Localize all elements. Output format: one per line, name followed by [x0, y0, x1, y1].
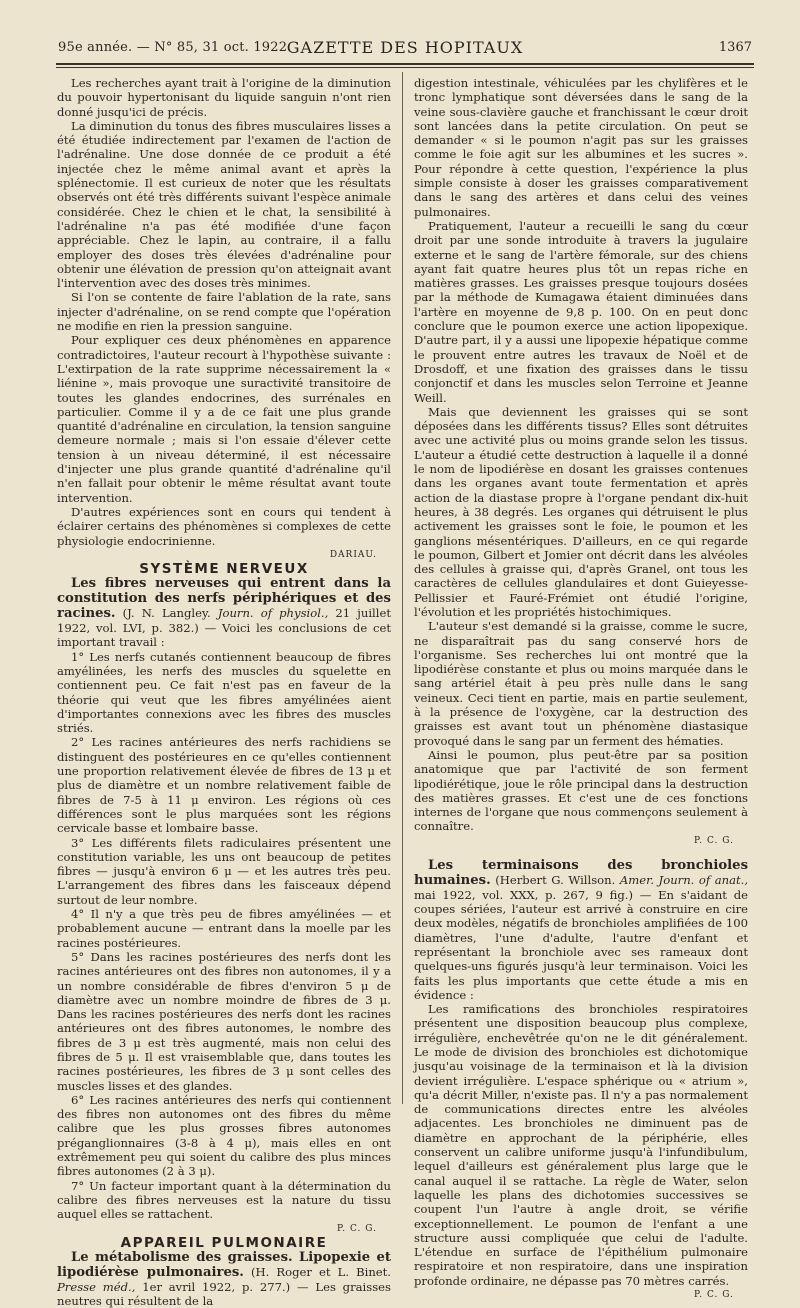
- paragraph: L'auteur s'est demandé si la graisse, comme le sucre, ne disparaîtrait pas du sang conservé hors de l'organisme. Ses recherches lui ont montré que la lipodiérèse constante et plus ou moins marquée dans le sang artériel était à peu près nulle dans le sang veineux. Ceci tient en partie, mais en partie seulement, à la présence de l'oxygène, car la destruction des graisses est avant tout un phénomène diastasique provoqué dans le sang par un ferment des hématies.: [414, 619, 748, 748]
- paragraph: Ainsi le poumon, plus peut-être par sa position anatomique que par l'activité de son ferment lipodiérétique, joue le rôle principal dans la destruction des matières grasses. Et c'est une de ces fonctions internes de l'organe que nous commençons seulement à connaître.: [414, 747, 748, 834]
- paragraph: Si l'on se contente de faire l'ablation de la rate, sans injecter d'adrénaline, on se rend compte que l'opération ne modifie en rien la pression sanguine.: [57, 290, 391, 334]
- paragraph: 6° Les racines antérieures des nerfs qui contiennent des fibres non autonomes ont des fibres du même calibre que les plus grosses fibres autonomes préganglionnaires (3-8 à 4 μ), mais elles en ont extrêmement peu qui soient du calibre des plus minces fibres autonomes (2 à 3 μ).: [57, 1092, 391, 1179]
- article-heading: [57, 576, 391, 650]
- right-column: [414, 76, 748, 1302]
- journal-title: GAZETTE DES HOPITAUX: [286, 38, 524, 57]
- paragraph: 7° Un facteur important quant à la détermination du calibre des fibres nerveuses est la nature du tissu auquel elles se rattachent.: [57, 1178, 391, 1222]
- section-heading: APPAREIL PULMONAIRE: [120, 1234, 328, 1251]
- article-heading: [414, 858, 748, 1002]
- article-title: Le métabolisme des graisses. Lipopexie et lipodiérèse pulmonaires.: [57, 1249, 391, 1280]
- article-title: Les fibres nerveuses qui entrent dans la constitution des nerfs périphériques et des racines.: [57, 576, 391, 622]
- page-header: [58, 38, 752, 62]
- article-heading: [57, 1250, 391, 1308]
- header-rule-thick: [56, 63, 754, 65]
- paragraph: 4° Il n'y a que très peu de fibres amyélinées — et probablement aucune — entrant dans la moelle par les racines postérieures.: [57, 907, 391, 950]
- paragraph: 1° Les nerfs cutanés contiennent beaucoup de fibres amyélinées, les nerfs des muscles du squelette en contiennent peu. Ce fait n'est pas en faveur de la théorie qui veut que les fibres amyélinées aient d'importantes connexions avec les fibres des muscles striés.: [57, 649, 391, 736]
- article-journal: Amer. Journ. of anat.,: [619, 872, 749, 887]
- paragraph: Les recherches ayant trait à l'origine de la diminution du pouvoir hypertonisant du liquide sanguin n'ont rien donné jusqu'ici de précis.: [57, 76, 391, 119]
- article-author: (J. N. Langley.: [122, 606, 211, 621]
- article-lead: — Voici les conclusions de cet important travail :: [57, 621, 392, 650]
- signature: DARIAU.: [329, 549, 377, 560]
- paragraph: digestion intestinale, véhiculées par les chylifères et le tronc lymphatique sont déversées dans le sang de la veine sous-clavière gauche et franchissant le cœur droit sont lancées dans la petite circulation. On peut se demander « si le poumon n'agit pas sur les graisses comme le foie agit sur les albumines et les sucres ». Pour répondre à cette question, l'expérience la plus simple consiste à doser les graisses comparativement dans le sang des artères et dans celui des veines pulmonaires.: [414, 76, 748, 219]
- article-citation: mai 1922, vol. XXX, p. 267, 9 fig.): [414, 887, 633, 902]
- paragraph: D'autres expériences sont en cours qui tendent à éclairer certains des phénomènes si complexes de cette physiologie endocrinienne.: [57, 504, 391, 548]
- header-rule-thin: [56, 67, 754, 68]
- article-journal: Journ. of physiol.,: [217, 606, 329, 621]
- article-citation: 1er avril 1922, p. 277.): [142, 1279, 291, 1294]
- signature: P. C. G.: [694, 1290, 734, 1301]
- paragraph: 2° Les racines antérieures des nerfs rachidiens se distinguent des postérieures en ce qu'elles contiennent une proportion relativement élevée de fibres de 13 μ et plus de diamètre et un nombre relativement faible de fibres de 7-5 à 11 μ environ. Les régions où ces différences sont le plus marquées sont les régions cervicale basse et lombaire basse.: [57, 735, 391, 836]
- article-author: (H. Roger et L. Binet.: [250, 1264, 391, 1279]
- paragraph: Pratiquement, l'auteur a recueilli le sang du cœur droit par une sonde introduite à travers la jugulaire externe et le sang de l'artère fémorale, sur des chiens ayant fait quatre heures plus tôt un repas riche en matières grasses. Les graisses presque toujours dosées par la méthode de Kumagawa étaient diminuées dans l'artère en moyenne de 9,8 p. 100. On en peut donc conclure que le poumon exerce une action lipopexique. D'autre part, il y a aussi une lipopexie hépatique comme le prouvent entre autres les travaux de Noël et de Drosdoff, et une fixation des graisses dans le tissu conjonctif et dans les muscles selon Terroine et Jeanne Weill.: [414, 218, 748, 405]
- article-lead: — Les graisses neutres qui résultent de la: [57, 1279, 391, 1308]
- signature: P. C. G.: [337, 1223, 377, 1234]
- paragraph: Mais que deviennent les graisses qui se sont déposées dans les différents tissus? Elles sont détruites avec une activité plus ou moins grande selon les tissus. L'auteur a étudié cette destruction à laquelle il a donné le nom de lipodiérèse en dosant les graisses contenues dans les organes avant toute fermentation et après action de la diastase propre à l'organe pendant dix-huit heures, à 38 degrés. Les organes qui détruisent le plus activement les graisses sont le foie, le poumon et les ganglions mésentériques. D'ailleurs, en ce qui regarde le poumon, Gilbert et Jomier ont décrit dans les alvéoles des cellules à graisse qui, d'après Granel, ont tous les caractères de cellules glandulaires et dont Guieyesse-Pellissier et Fauré-Frémiet ont étudié l'origine, l'évolution et les propriétés histochimiques.: [414, 404, 748, 619]
- article-citation: 21 juillet 1922, vol. LVI, p. 382.): [57, 606, 391, 636]
- left-column: [57, 76, 391, 1308]
- paragraph: Pour expliquer ces deux phénomènes en apparence contradictoires, l'auteur recourt à l'hypothèse suivante : L'extirpation de la rate supprime nécessairement la « liénine », mais provoque une suractivité transitoire de toutes les glandes endocrines, des surrénales en particulier. Comme il y a de ce fait une plus grande quantité d'adrénaline en circulation, la tension sanguine demeure normale ; mais si l'on essaie d'élever cette tension à un niveau déterminé, il est nécessaire d'injecter une plus grande quantité d'adrénaline qu'il n'en fallait pour obtenir le même résultat avant toute intervention.: [57, 333, 391, 505]
- paragraph: 5° Dans les racines postérieures des nerfs dont les racines antérieures ont des fibres non autonomes, il y a un nombre considérable de fibres d'environ 5 μ de diamètre avec un nombre moindre de fibres de 3 μ. Dans les racines postérieures des nerfs dont les racines antérieures ont des fibres autonomes, le nombre des fibres de 3 μ est très augmenté, mais non celui des fibres de 5 μ. Il est vraisemblable que, dans toutes les racines postérieures, les fibres de 3 μ sont celles des muscles lisses et des glandes.: [57, 949, 391, 1093]
- signature: P. C. G.: [694, 835, 734, 846]
- issue-info: 95e année. — N° 85, 31 oct. 1922.: [58, 40, 292, 55]
- paragraph: 3° Les différents filets radiculaires présentent une constitution variable, les uns ont beaucoup de petites fibres — jusqu'à environ 6 μ — et les autres très peu. L'arrangement des fibres dans les faisceaux dépend surtout de leur nombre.: [57, 835, 391, 907]
- article-author: (Herbert G. Willson.: [495, 872, 616, 887]
- article-title: Les terminaisons des bronchioles humaines.: [414, 857, 748, 888]
- article-journal: Presse méd.,: [57, 1279, 136, 1294]
- paragraph: Les ramifications des bronchioles respiratoires présentent une disposition beaucoup plus complexe, irrégulière, enchevêtrée qu'on ne le dit généralement. Le mode de division des bronchioles est dichotomique jusqu'au voisinage de la terminaison et là la division devient irrégulière. L'espace sphérique ou « atrium », qu'a décrit Miller, n'existe pas. Il n'y a pas normalement de communications directes entre les alvéoles adjacentes. Les bronchioles ne diminuent pas de diamètre en approchant de la périphérie, elles conservent un calibre uniforme jusqu'à l'infundibulum, lequel d'ailleurs est généralement plus large que le canal auquel il se rattache. La règle de Water, selon laquelle les plans des dichotomies successives se coupent l'un l'autre à angle droit, se vérifie exceptionnellement. Le poumon de l'enfant a une structure aussi compliquée que celui de l'adulte. L'étendue en surface de l'épithélium pulmonaire respiratoire et non respiratoire, dans une inspiration profonde ordinaire, ne dépasse pas 70 mètres carrés.: [414, 1002, 748, 1288]
- column-divider: [402, 72, 403, 1104]
- section-heading: SYSTÈME NERVEUX: [139, 560, 309, 577]
- page-number: 1367: [718, 40, 752, 55]
- article-lead: — En s'aidant de coupes sériées, l'auteur est arrivé à construire en cire deux modèles, négatifs de bronchioles amplifiées de 100 diamètres, l'une d'adulte, l'autre d'enfant et représentant la bronchiole avec ses rameaux dont quelques-uns figurés jusqu'à leur terminaison. Voici les faits les plus importants que cette étude a mis en évidence :: [414, 887, 748, 1002]
- paragraph: La diminution du tonus des fibres musculaires lisses a été étudiée indirectement par l'examen de l'action de l'adrénaline. Une dose donnée de ce produit a été injectée chez le même animal avant et après la splénectomie. Il est curieux de noter que les résultats observés ont été très différents suivant l'espèce animale considérée. Chez le chien et le chat, la sensibilité à l'adrénaline n'a pas été modifiée d'une façon appréciable. Chez le lapin, au contraire, il a fallu employer des doses très élevées d'adrénaline pour obtenir une élévation de pression qu'on atteignait avant l'intervention avec des doses très minimes.: [57, 118, 391, 291]
